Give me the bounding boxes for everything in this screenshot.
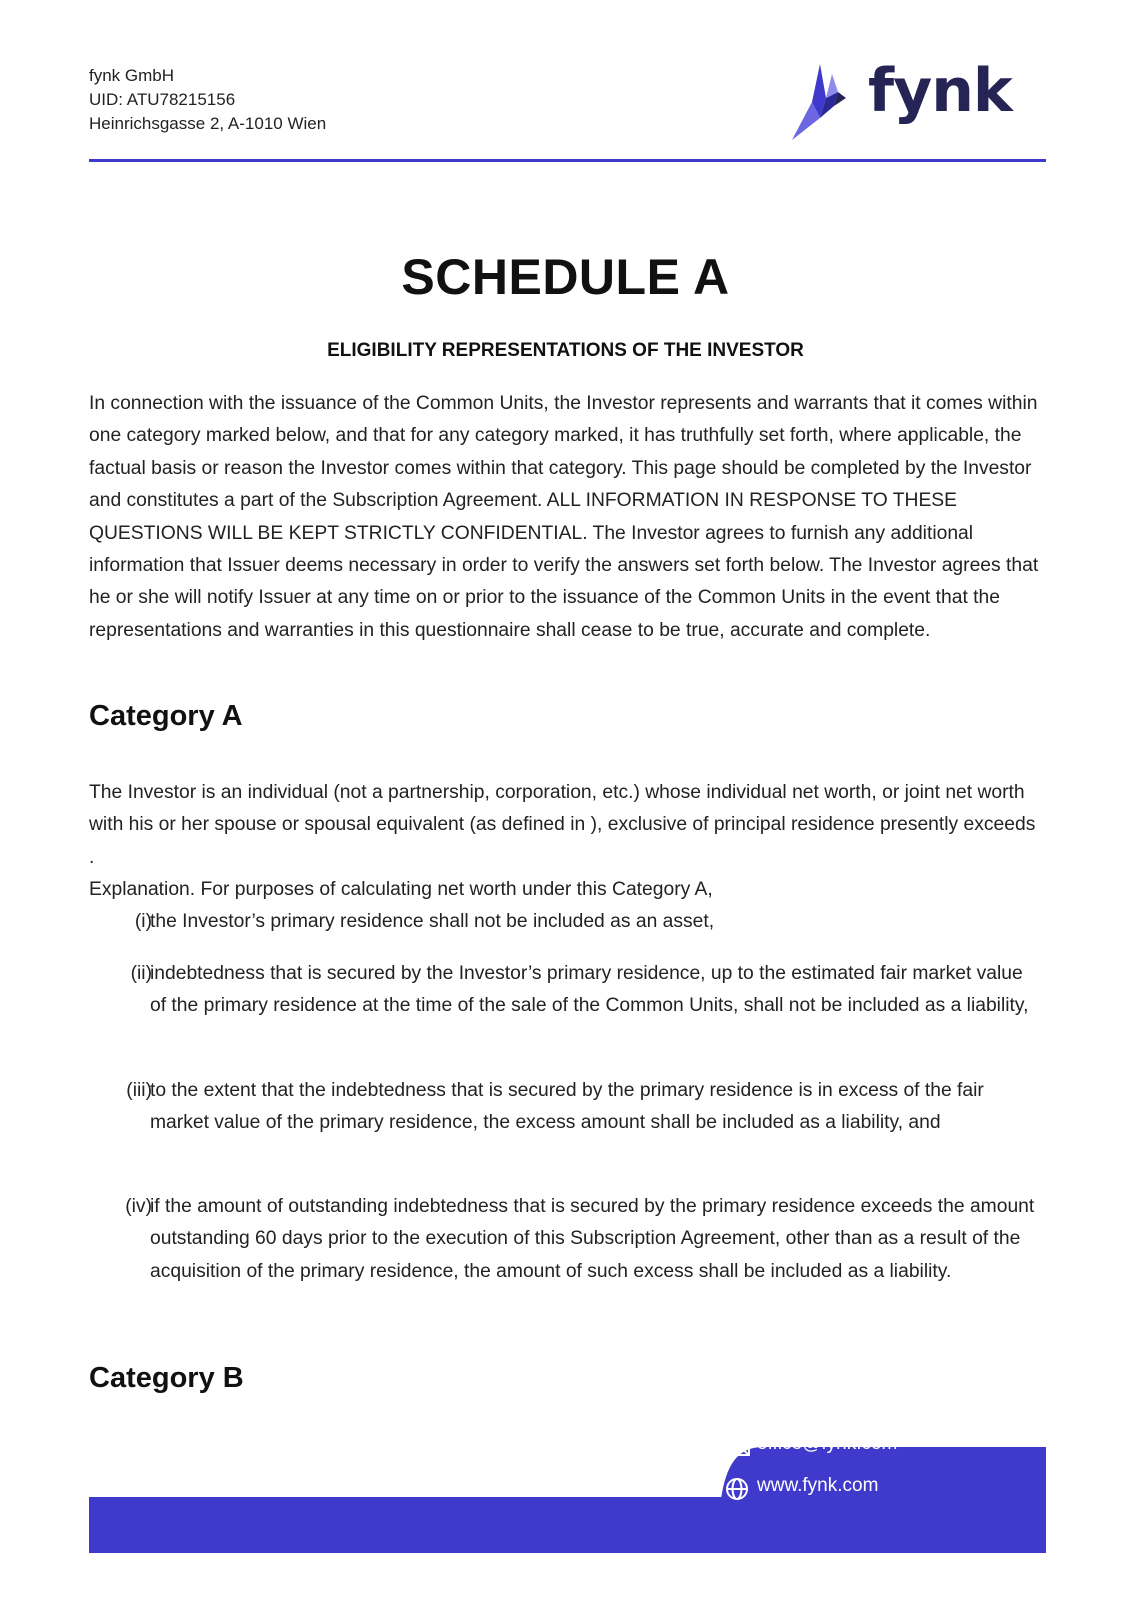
intro-paragraph: In connection with the issuance of the Common Units, the Investor represents and warrants that it comes within one category marked below, and that for any category marked, it has truthfully set forth, where applicable, the factual basis or reason the Investor comes within that category. This page should be completed by the Investor and constitutes a part of the Subscription Agreement. ALL INFORMATION IN RESPONSE TO THESE QUESTIONS WILL BE KEPT STRICTLY CONFIDENTIAL. The Investor agrees to furnish any additional information that Issuer deems necessary in order to verify the answers set forth below. The Investor agrees that he or she will notify Issuer at any time on or prior to the issuance of the Common Units in the event that the representations and warranties in this questionnaire shall cease to be true, accurate and complete.: [89, 393, 1039, 641]
logo-wordmark: fynk: [868, 56, 1012, 126]
list-item: [89, 1191, 1039, 1288]
list-item-number: (ii): [130, 963, 152, 984]
list-item-text: if the amount of outstanding indebtedness that is secured by the primary residence exceeds the amount outstanding 60 days prior to the execution of this Subscription Agreement, other than as a result of the acquisition of the primary residence, the amount of such excess shall be included as a liability.: [150, 1196, 1035, 1282]
category-a-body: [89, 777, 1039, 907]
list-item: [89, 958, 1039, 1023]
company-address: Heinrichsgasse 2, A-1010 Wien: [89, 114, 327, 133]
fynk-logo: [808, 56, 1012, 142]
company-uid: UID: ATU78215156: [89, 90, 236, 109]
footer-website[interactable]: [757, 1475, 878, 1497]
footer-website-text[interactable]: www.fynk.com: [757, 1475, 879, 1496]
footer-panel: [660, 1447, 1046, 1553]
page-subtitle: ELIGIBILITY REPRESENTATIONS OF THE INVESTOR: [327, 340, 804, 361]
list-item: [89, 1075, 1039, 1140]
page-title: SCHEDULE A: [401, 249, 730, 305]
company-info: [89, 64, 326, 136]
globe-icon: [723, 1477, 751, 1501]
list-item-text: indebtedness that is secured by the Investor’s primary residence, up to the estimated fair market value of the primary residence at the time of the sale of the Common Units, shall not be included as a liability,: [150, 963, 1029, 1017]
company-name: fynk GmbH: [89, 66, 175, 85]
category-a-text: The Investor is an individual (not a partnership, corporation, etc.) whose individual net worth, or joint net worth with his or her spouse or spousal equivalent (as defined in ), exclusive of principal residence presently exceeds .: [89, 782, 1036, 868]
header-divider: [89, 159, 1046, 162]
list-item-number: (iii): [126, 1080, 152, 1101]
list-item-number: (iv): [125, 1196, 152, 1217]
footer-email-text[interactable]: office@fynk.com: [757, 1433, 898, 1454]
list-item: [89, 906, 1039, 938]
list-item-text: the Investor’s primary residence shall not be included as an asset,: [150, 911, 715, 932]
category-a-heading: Category A: [89, 700, 243, 732]
category-a-explanation: Explanation. For purposes of calculating net worth under this Category A,: [89, 879, 713, 901]
footer-email[interactable]: [757, 1433, 897, 1455]
list-item-text: to the extent that the indebtedness that is secured by the primary residence is in excess of the fair market value of the primary residence, the excess amount shall be included as a liability, and: [150, 1080, 984, 1134]
envelope-icon: [723, 1435, 751, 1459]
list-item-number: (i): [134, 911, 152, 932]
bird-logo-icon: [790, 62, 850, 142]
category-b-heading: Category B: [89, 1362, 244, 1394]
